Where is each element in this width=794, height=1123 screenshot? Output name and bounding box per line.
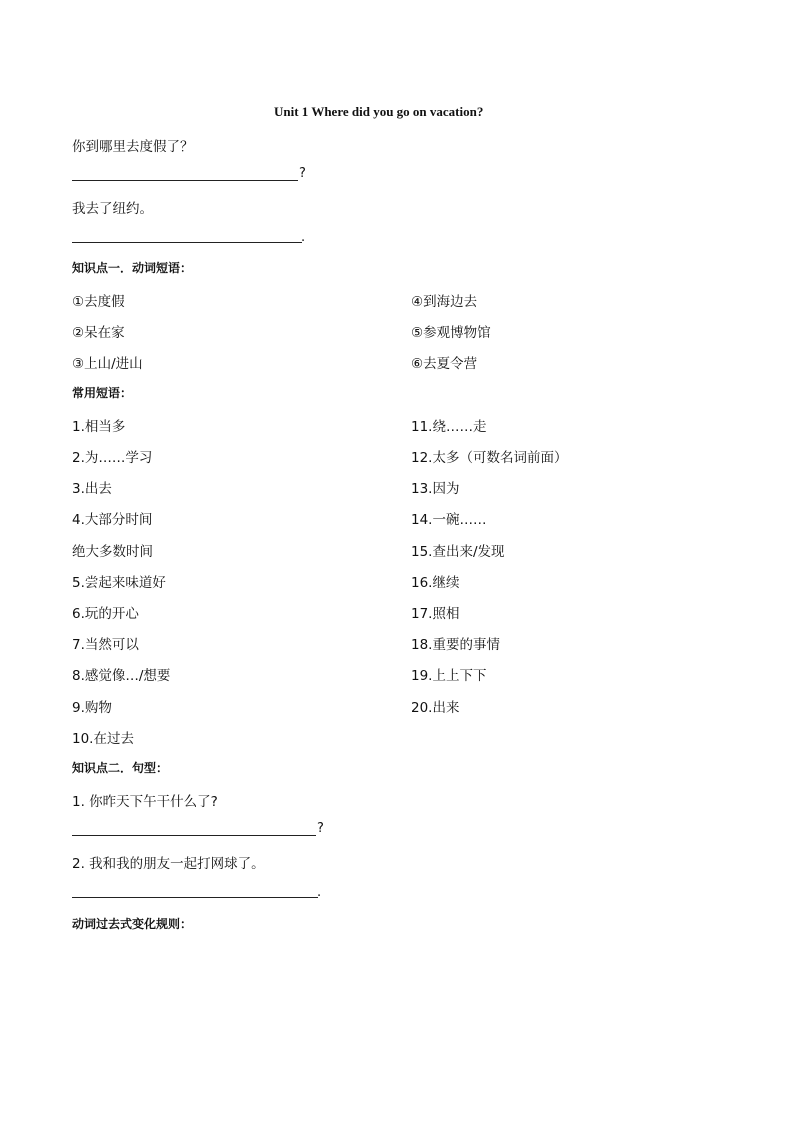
verb-phrase: ③上山/进山 — [72, 356, 143, 372]
verb-phrase: ⑥去夏令营 — [411, 356, 478, 372]
common-phrase: 12.太多（可数名词前面） — [411, 450, 568, 466]
common-phrase: 13.因为 — [411, 481, 460, 497]
common-phrase: 17.照相 — [411, 606, 460, 622]
pattern-answer-blank-1-end: ? — [317, 821, 324, 836]
answer-blank-1[interactable] — [72, 180, 298, 181]
common-phrase: 15.查出来/发现 — [411, 544, 505, 560]
common-phrase: 14.一碗…… — [411, 512, 487, 528]
section-heading-sentence-patterns: 知识点二．句型： — [72, 761, 169, 775]
common-phrase: 11.绕……走 — [411, 419, 487, 435]
section-heading-past-tense-rules: 动词过去式变化规则： — [72, 917, 193, 931]
common-phrase: 5.尝起来味道好 — [72, 575, 166, 591]
common-phrase: 18.重要的事情 — [411, 637, 500, 653]
common-phrase: 9.购物 — [72, 700, 112, 716]
pattern-answer-blank-2[interactable] — [72, 897, 318, 898]
page-title: Unit 1 Where did you go on vacation? — [274, 104, 484, 119]
common-phrase: 10.在过去 — [72, 731, 134, 747]
answer-blank-1-end: ? — [299, 166, 306, 181]
answer-blank-2[interactable] — [72, 242, 302, 243]
answer-blank-2-end: . — [301, 230, 306, 245]
common-phrase: 2.为……学习 — [72, 450, 153, 466]
verb-phrase: ⑤参观博物馆 — [411, 325, 491, 341]
common-phrase: 6.玩的开心 — [72, 606, 139, 622]
sentence-prompt-2: 我去了纽约。 — [72, 201, 153, 217]
common-phrase: 20.出来 — [411, 700, 460, 716]
pattern-prompt-1: 1. 你昨天下午干什么了? — [72, 794, 218, 810]
verb-phrase: ①去度假 — [72, 294, 125, 310]
common-phrase: 8.感觉像…/想要 — [72, 668, 171, 684]
common-phrase: 1.相当多 — [72, 419, 126, 435]
pattern-answer-blank-1[interactable] — [72, 835, 316, 836]
common-phrase: 7.当然可以 — [72, 637, 139, 653]
verb-phrase: ②呆在家 — [72, 325, 125, 341]
common-phrase: 4.大部分时间 — [72, 512, 153, 528]
section-heading-common-phrases: 常用短语： — [72, 386, 133, 400]
common-phrase: 绝大多数时间 — [72, 544, 153, 560]
common-phrase: 19.上上下下 — [411, 668, 487, 684]
common-phrase: 16.继续 — [411, 575, 460, 591]
section-heading-verb-phrases: 知识点一．动词短语： — [72, 261, 193, 275]
verb-phrase: ④到海边去 — [411, 294, 478, 310]
common-phrase: 3.出去 — [72, 481, 112, 497]
pattern-prompt-2: 2. 我和我的朋友一起打网球了。 — [72, 856, 265, 872]
sentence-prompt-1: 你到哪里去度假了？ — [72, 139, 194, 155]
pattern-answer-blank-2-end: . — [317, 885, 322, 900]
